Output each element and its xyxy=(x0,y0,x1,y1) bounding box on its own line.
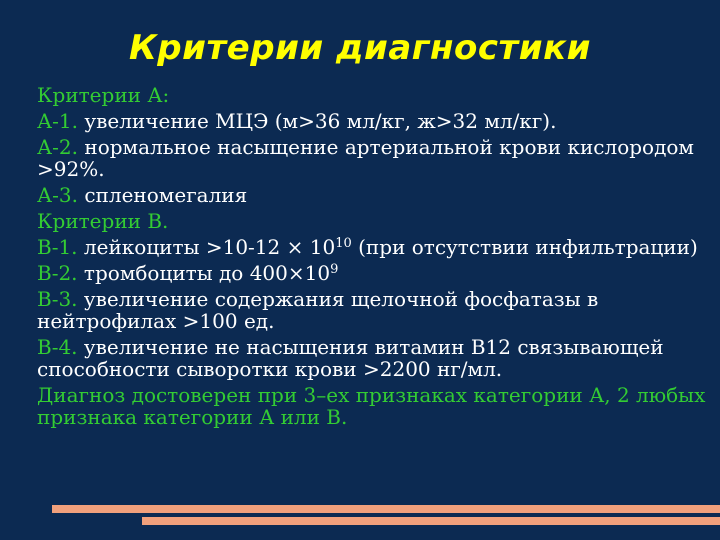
criterion-label: А-3. xyxy=(37,183,78,207)
criterion-a3 xyxy=(37,184,709,206)
criterion-a1 xyxy=(37,110,709,132)
criterion-text: нормальное насыщение артериальной крови кислородом >92%. xyxy=(37,135,694,181)
accent-bar-top xyxy=(52,505,720,513)
criterion-text-continued: (при отсутствии инфильтрации) xyxy=(351,235,698,259)
criterion-label: А-2. xyxy=(37,135,78,159)
criterion-text: увеличение не насыщения витамин В12 связывающей способности сыворотки крови >2200 нг/мл. xyxy=(37,335,664,381)
criterion-text: тромбоциты до 400×10 xyxy=(77,261,331,285)
criteria-b-heading: Критерии В. xyxy=(37,209,169,233)
criterion-text: спленомегалия xyxy=(78,183,248,207)
criterion-b4 xyxy=(37,336,709,380)
slide-title: Критерии диагностики xyxy=(129,28,591,68)
criterion-label: В-4. xyxy=(37,335,78,359)
criterion-b1 xyxy=(37,236,709,258)
criterion-label: А-1. xyxy=(37,109,78,133)
criterion-text: увеличение содержания щелочной фосфатазы в нейтрофилах >100 ед. xyxy=(37,287,599,333)
criterion-b3 xyxy=(37,288,709,332)
criterion-text: увеличение МЦЭ (м>36 мл/кг, ж>32 мл/кг). xyxy=(78,109,557,133)
criterion-text: лейкоциты >10-12 × 10 xyxy=(77,235,336,259)
exponent: 9 xyxy=(330,262,339,277)
criterion-label: В-2. xyxy=(37,261,78,285)
diagnosis-note: Диагноз достоверен при 3–ех признаках категории А, 2 любых признака категории А или В. xyxy=(37,383,706,429)
criterion-a2 xyxy=(37,136,709,180)
criterion-b2 xyxy=(37,262,709,284)
criteria-list xyxy=(37,84,709,432)
accent-bar-bottom xyxy=(142,517,720,525)
criterion-label: В-1. xyxy=(37,235,78,259)
criteria-a-heading: Критерии А: xyxy=(37,83,170,107)
criterion-label: В-3. xyxy=(37,287,78,311)
exponent: 10 xyxy=(335,236,352,251)
